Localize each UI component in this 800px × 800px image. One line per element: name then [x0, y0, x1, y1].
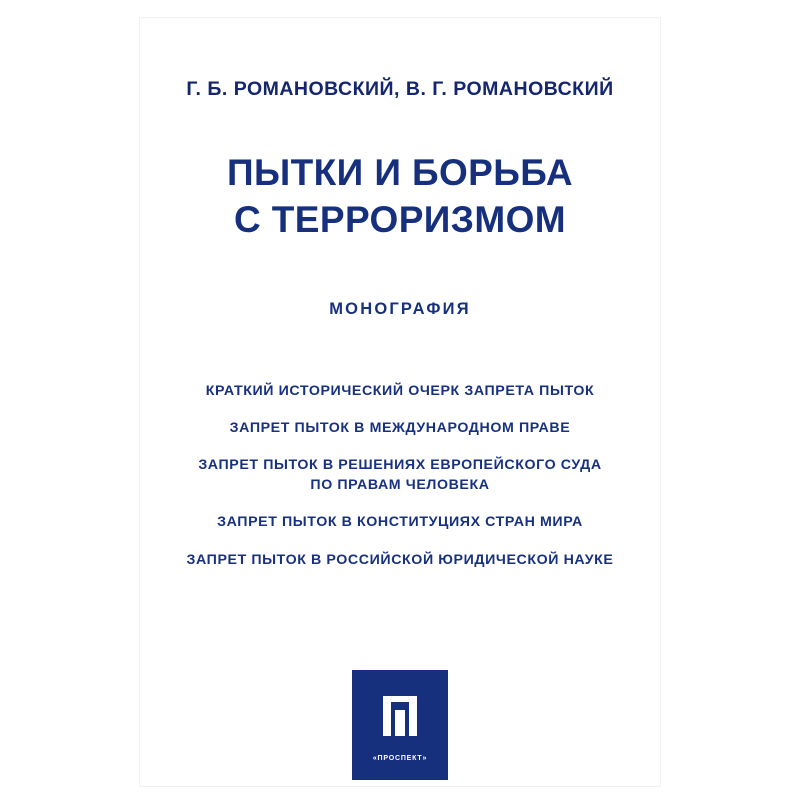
topic-item: ЗАПРЕТ ПЫТОК В КОНСТИТУЦИЯХ СТРАН МИРА [217, 514, 583, 531]
book-title-line-1: ПЫТКИ И БОРЬБА [227, 152, 573, 193]
gate-logo-icon [352, 670, 448, 780]
cover-page [140, 18, 660, 786]
topic-item: ЗАПРЕТ ПЫТОК В РЕШЕНИЯХ ЕВРОПЕЙСКОГО СУДА ПО ПРАВАМ ЧЕЛОВЕКА [198, 457, 602, 494]
publisher-name: «ПРОСПЕКТ» [372, 755, 428, 762]
book-subtitle: МОНОГРАФИЯ [329, 299, 471, 318]
gate-pillar-left [383, 702, 391, 736]
topic-item: ЗАПРЕТ ПЫТОК В МЕЖДУНАРОДНОМ ПРАВЕ [229, 419, 571, 436]
book-authors: Г. Б. РОМАНОВСКИЙ, В. Г. РОМАНОВСКИЙ [186, 78, 614, 100]
topic-item: КРАТКИЙ ИСТОРИЧЕСКИЙ ОЧЕРК ЗАПРЕТА ПЫТОК [205, 382, 595, 399]
gate-glyph-icon [383, 696, 417, 736]
gate-pillar-right [409, 702, 417, 736]
book-title-line-2: С ТЕРРОРИЗМОМ [233, 199, 566, 241]
topic-item: ЗАПРЕТ ПЫТОК В РОССИЙСКОЙ ЮРИДИЧЕСКОЙ НАУКЕ [186, 551, 614, 568]
topics-list [185, 381, 615, 570]
gate-inner [395, 710, 405, 736]
book-title [227, 149, 573, 244]
publisher-logo [352, 670, 448, 780]
